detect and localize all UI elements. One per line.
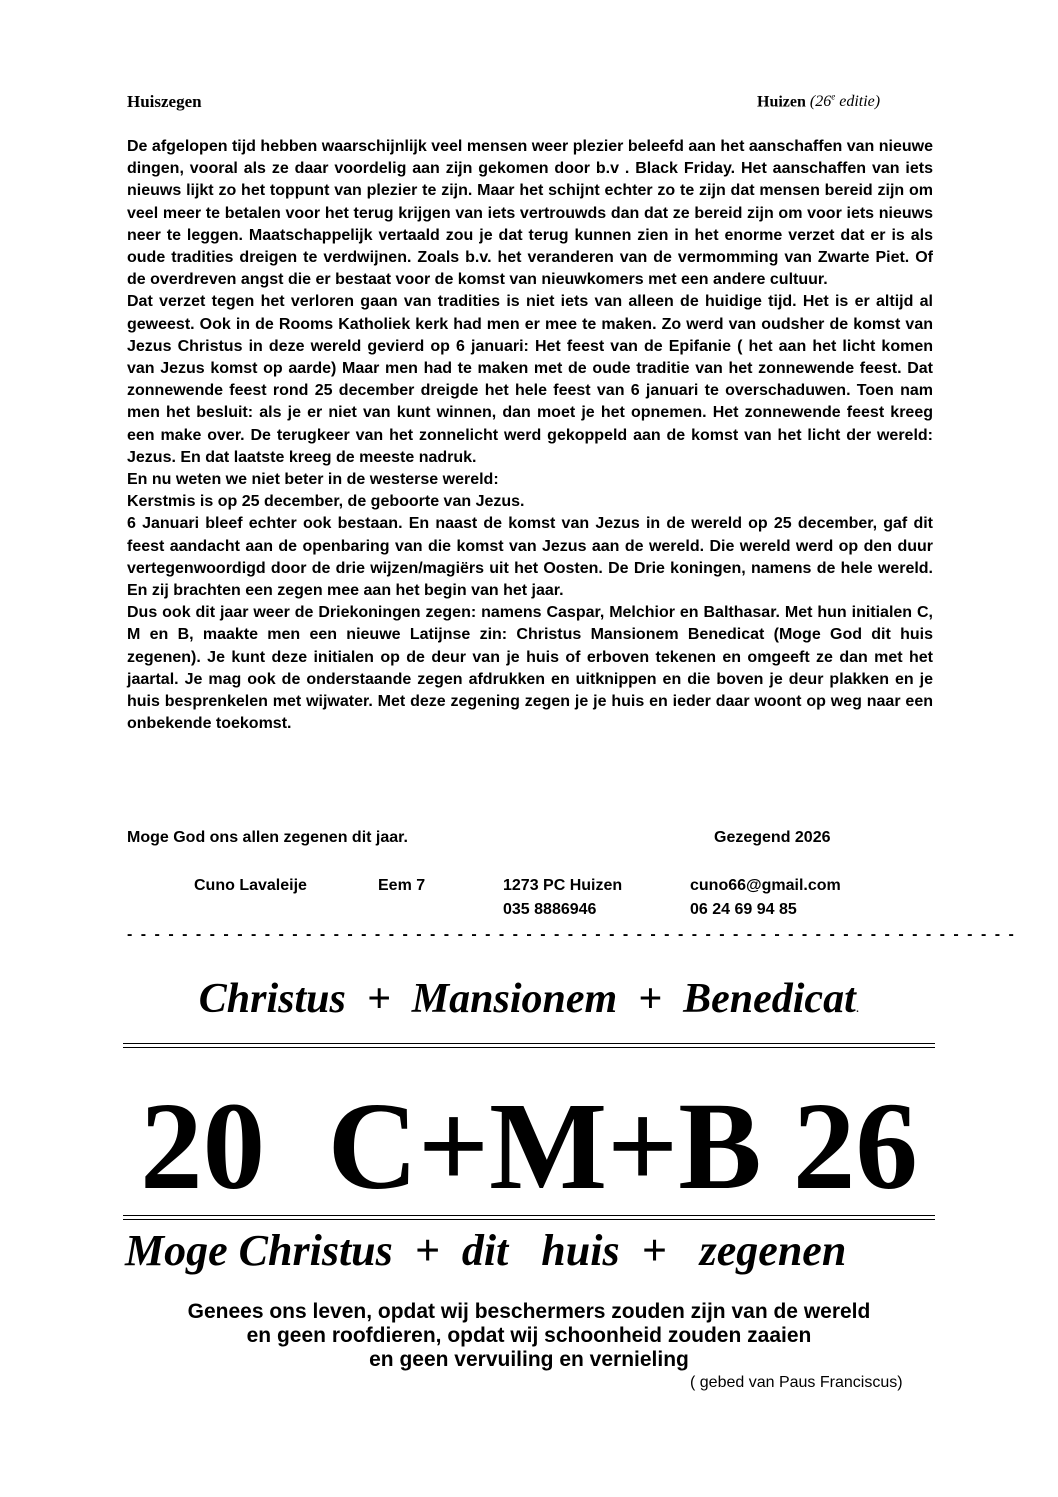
contact-street: Eem 7 (378, 877, 426, 894)
contact-phone: 035 8886946 (503, 901, 597, 918)
article-body (127, 136, 933, 735)
paragraph: Dus ook dit jaar weer de Driekoningen zegen: namens Caspar, Melchior en Balthasar. Met hun initialen C, M en B, maakte men een nieuwe Latijnse zin: Christus Mansionem Benedicat (Moge God dit huis zegenen). Je kunt deze initialen op de deur van je huis of erboven tekenen en omgeeft ze dan met het jaartal. Je mag ook de onderstaande zegen afdrukken en uitknippen en die boven je deur plakken en je huis besprenkelen met wijwater. Met deze zegening zegen je je huis en ieder daar woont op weg naar een onbekende toekomst. (127, 604, 933, 733)
paragraph: Kerstmis is op 25 december, de geboorte van Jezus. (127, 493, 525, 511)
cut-line: - - - - - - - - - - - - - - - - - - - - - - - - - - - - - - - - - - - - - - - - - - - - - - - - - - - - - - - - - - - - - - - - - (127, 926, 1016, 943)
paragraph: 6 Januari bleef echter ook bestaan. En naast de komst van Jezus in de wereld op 25 december, gaf dit feest aandacht aan de openbaring van die komst van Jezus aan de wereld. Die wereld werd op den duur vertegenwoordigd door de drie wijzen/magiërs uit het Oosten. De Drie koningen, namens de hele wereld. En zij brachten een zegen mee aan het begin van het jaar. (127, 515, 933, 600)
blessing-dutch: Moge Christus + dit huis + zegenen (125, 1226, 847, 1275)
contact-name: Cuno Lavaleije (194, 877, 307, 894)
edition-label (757, 92, 880, 111)
contact-postal-city: 1273 PC Huizen (503, 877, 623, 894)
paragraph: Dat verzet tegen het verloren gaan van tradities is niet iets van alleen de huidige tijd. Het is er altijd al geweest. Ook in de Rooms Katholiek kerk had men er mee te maken. Zo werd van oudsher de komst van Jezus Christus in deze wereld gevierd op 6 januari: Het feest van de Epifanie ( het aan het licht komen van Jezus komst op aarde) Maar men had te maken met de oude traditie van het zonnewende feest. Dat zonnewende feest rond 25 december dreigde het hele feest van 6 januari te overschaduwen. Toen nam men het besluit: als je er niet van kunt winnen, dan moet je het opnemen. Het zonnewende feest kreeg een make over. De terugkeer van het zonnelicht werd gekoppeld aan de komst van het licht der wereld: Jezus. En dat laatste kreeg de meeste nadruk. (127, 293, 933, 466)
contact-mobile: 06 24 69 94 85 (690, 901, 797, 918)
prayer-line: en geen vervuiling en vernieling (369, 1348, 689, 1371)
blessing-code: 20 C+M+B 26 (140, 1078, 918, 1216)
paragraph: De afgelopen tijd hebben waarschijnlijk veel mensen weer plezier beleefd aan het aanschaffen van nieuwe dingen, vooral als ze daar voordelig aan zijn gekomen door b.v . Black Friday. Het aanschaffen van iets nieuws lijkt zo het toppunt van plezier te zijn. Maar het schijnt echter zo te zijn dat mensen bereid zijn om veel meer te betalen voor het terug krijgen van iets vertrouwds dan dat ze bereid zijn om voor iets nieuws neer te leggen. Maatschappelijk vertaald zou je dat terug kunnen zien in het enorme verzet dat er is als oude tradities dreigen te verdwijnen. Zoals b.v. het veranderen van de vermomming van Zwarte Piet. Of de overdreven angst die er bestaat voor de komst van nieuwkomers met een andere cultuur. (127, 138, 933, 289)
edition-place: Huizen (757, 93, 806, 111)
prayer-line: en geen roofdieren, opdat wij schoonheid zouden zaaien (246, 1324, 812, 1347)
prayer-text (0, 1300, 1058, 1372)
prayer-attribution: ( gebed van Paus Franciscus) (690, 1374, 903, 1391)
page-title: Huiszegen (127, 92, 202, 111)
divider-top (123, 1043, 935, 1048)
edition-number: (26e editie) (809, 92, 881, 111)
contact-email: cuno66@gmail.com (690, 877, 841, 894)
closing-blessed: Gezegend 2026 (714, 829, 831, 846)
divider-bottom (123, 1215, 935, 1220)
blessing-latin: Christus + Mansionem + Benedicat. (198, 976, 860, 1022)
paragraph: En nu weten we niet beter in de westerse wereld: (127, 471, 499, 489)
closing-wish: Moge God ons allen zegenen dit jaar. (127, 829, 408, 846)
prayer-line: Genees ons leven, opdat wij beschermers zouden zijn van de wereld (187, 1300, 871, 1323)
